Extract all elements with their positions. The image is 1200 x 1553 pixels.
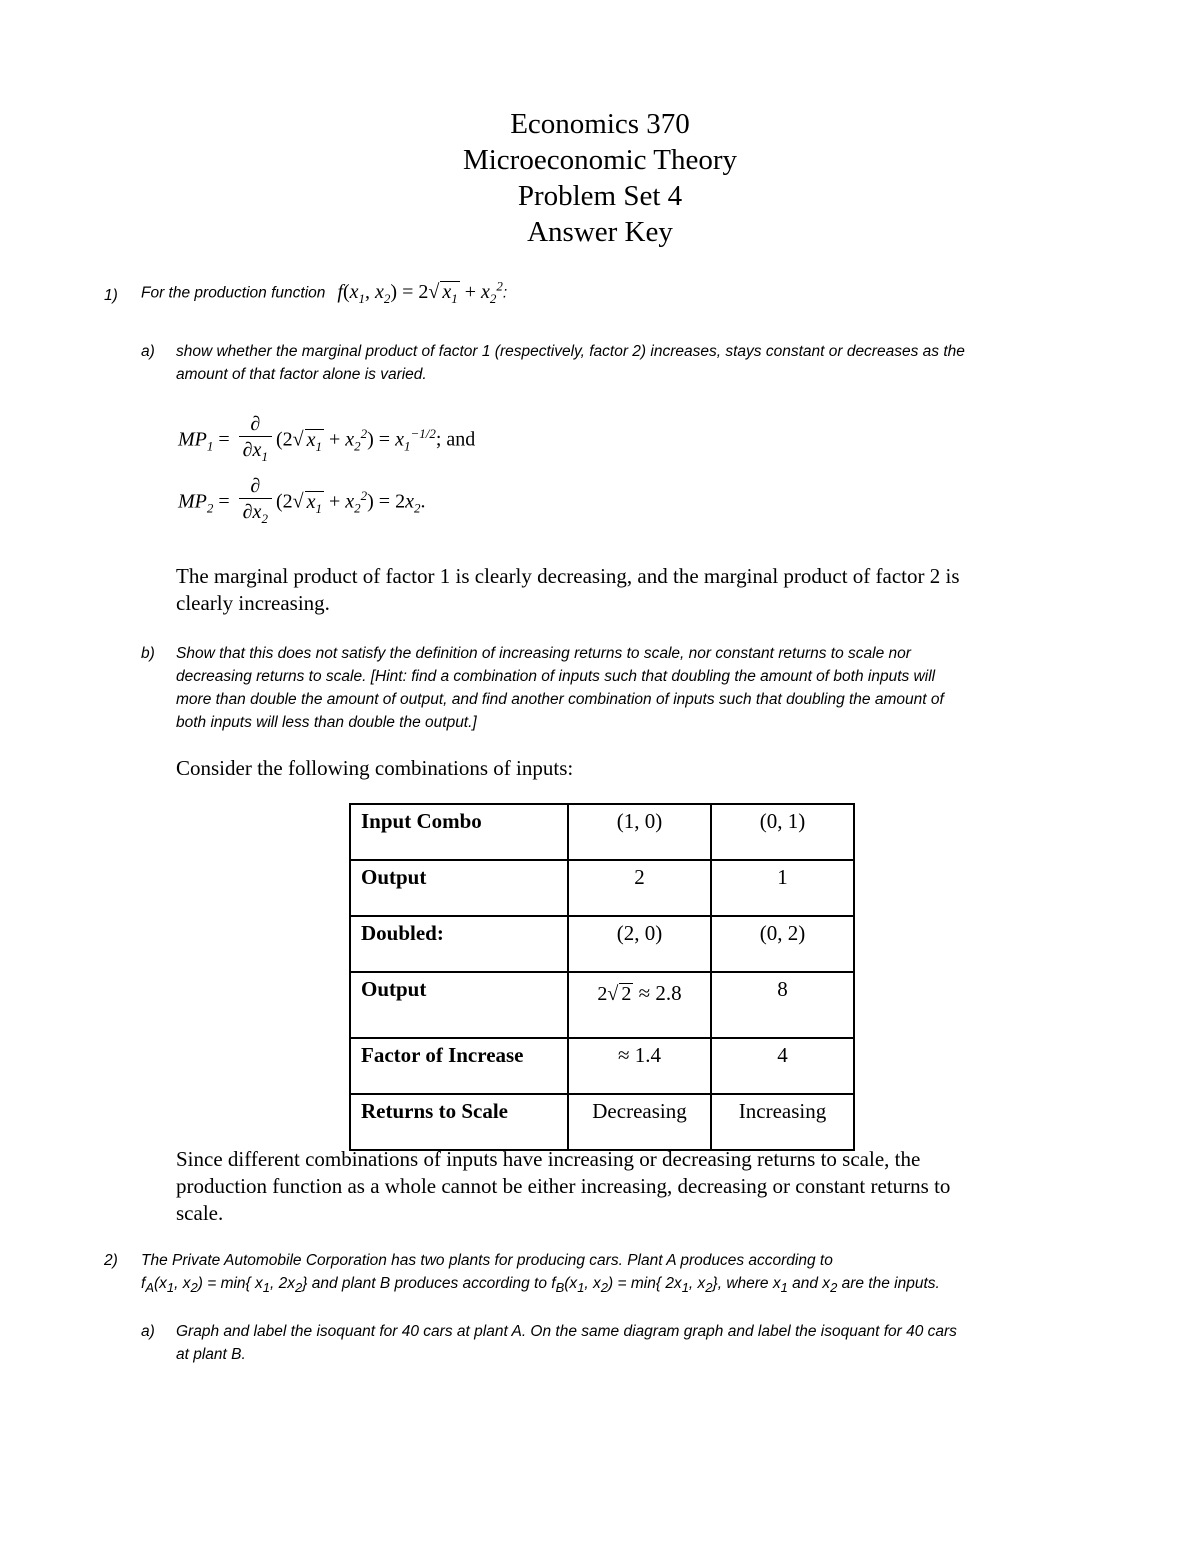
table-row xyxy=(350,804,854,860)
q1-statement xyxy=(141,278,507,309)
q1-number: 1) xyxy=(104,287,118,304)
q1a-answer-line-1: The marginal product of factor 1 is clearly decreasing, and the marginal product of factor 2 is xyxy=(176,564,960,588)
q1b-conclusion-line-2: production function as a whole cannot be either increasing, decreasing or constant returns to xyxy=(176,1174,951,1198)
cell-combo-a: (2, 0) xyxy=(568,916,711,972)
q1b-prompt-line-4: both inputs will less than double the output.] xyxy=(176,714,477,731)
q2-line-1: The Private Automobile Corporation has two plants for producing cars. Plant A produces according to xyxy=(141,1252,833,1269)
q1b-prompt-line-3: more than double the amount of output, and find another combination of inputs such that doubling the amount of xyxy=(176,691,944,708)
table-row xyxy=(350,860,854,916)
course-subtitle: Microeconomic Theory xyxy=(462,144,738,176)
row-label: Output xyxy=(350,972,568,1038)
q1a-prompt xyxy=(176,340,965,386)
q2a-prompt xyxy=(176,1320,957,1366)
row-label: Input Combo xyxy=(350,804,568,860)
row-label: Factor of Increase xyxy=(350,1038,568,1094)
answer-key-title: Answer Key xyxy=(527,216,673,248)
q1a-answer xyxy=(176,563,960,617)
mp1-equation: $MP_1$ = $\frac{\partial}{\partial x_1}$ (2√ $x_1 + x_2^2) = x_1^{-1/2}$; and xyxy=(178,413,476,464)
table-row xyxy=(350,1038,854,1094)
mp2-equation: $MP_2$ = $\frac{\partial}{\partial x_2}$ (2√ $x_1 + x_2^2) = 2x_2$. xyxy=(178,475,426,526)
q2-statement xyxy=(141,1249,940,1299)
row-label: Doubled: xyxy=(350,916,568,972)
q1a-prompt-line-1: show whether the marginal product of factor 1 (respectively, factor 2) increases, stays constant or decreases as the xyxy=(176,343,965,360)
q1b-conclusion-line-3: scale. xyxy=(176,1201,224,1225)
q1a-answer-line-2: clearly increasing. xyxy=(176,591,330,615)
two-root-two: 2√ 2 xyxy=(597,983,632,1005)
course-title: Economics 370 xyxy=(510,108,690,140)
approx-output: ≈ 2.8 xyxy=(638,981,682,1005)
cell-combo-b: (0, 1) xyxy=(711,804,854,860)
table-row xyxy=(350,916,854,972)
q1b-prompt-line-2: decreasing returns to scale. [Hint: find a combination of inputs such that doubling the amount of both inputs will xyxy=(176,668,936,685)
q1-production-function: $f(x_1$, $x_2) = 2√$ $x_1 + x_2^2$ xyxy=(337,281,503,303)
row-label: Returns to Scale xyxy=(350,1094,568,1150)
title-block xyxy=(0,106,1200,250)
q1-colon: : xyxy=(502,284,508,302)
cell-combo-b: Increasing xyxy=(711,1094,854,1150)
q2-number: 2) xyxy=(104,1252,118,1269)
q1b-label: b) xyxy=(141,645,155,662)
cell-combo-b: (0, 2) xyxy=(711,916,854,972)
q1b-prompt-line-1: Show that this does not satisfy the definition of increasing returns to scale, nor constant returns to scale nor xyxy=(176,645,911,662)
problem-set-title: Problem Set 4 xyxy=(517,180,683,212)
q1b-conclusion xyxy=(176,1146,950,1227)
cell-combo-a: ≈ 1.4 xyxy=(568,1038,711,1094)
q2a-prompt-line-2: at plant B. xyxy=(176,1346,246,1363)
table-row xyxy=(350,972,854,1038)
q1b-prompt xyxy=(176,642,944,734)
cell-combo-a: Decreasing xyxy=(568,1094,711,1150)
cell-combo-a xyxy=(568,972,711,1038)
cell-combo-a: 2 xyxy=(568,860,711,916)
q2a-label: a) xyxy=(141,1323,155,1340)
q2-line-2: $f_A(x_1$, $x_2) = \min${ $x_1$, $2x_2$} and plant B produces according to $f_B(x_1$, $x_2) = \min${ $2x_1$, $x_2$}, where $x_1$ and $x_2$ are the inputs. xyxy=(141,1275,940,1296)
q2a-prompt-line-1: Graph and label the isoquant for 40 cars at plant A. On the same diagram graph and label the isoquant for 40 cars xyxy=(176,1323,957,1340)
mp1-and: ; and xyxy=(435,428,476,451)
row-label: Output xyxy=(350,860,568,916)
q1-intro: For the production function xyxy=(141,284,326,302)
cell-combo-a: (1, 0) xyxy=(568,804,711,860)
table-row xyxy=(350,1094,854,1150)
q1b-consider: Consider the following combinations of inputs: xyxy=(176,756,574,780)
q1b-conclusion-line-1: Since different combinations of inputs have increasing or decreasing returns to scale, the xyxy=(176,1147,921,1171)
cell-combo-b: 1 xyxy=(711,860,854,916)
cell-combo-b: 8 xyxy=(711,972,854,1038)
input-combo-table xyxy=(349,803,855,1151)
q1a-label: a) xyxy=(141,343,155,360)
cell-combo-b: 4 xyxy=(711,1038,854,1094)
q1a-prompt-line-2: amount of that factor alone is varied. xyxy=(176,366,427,383)
